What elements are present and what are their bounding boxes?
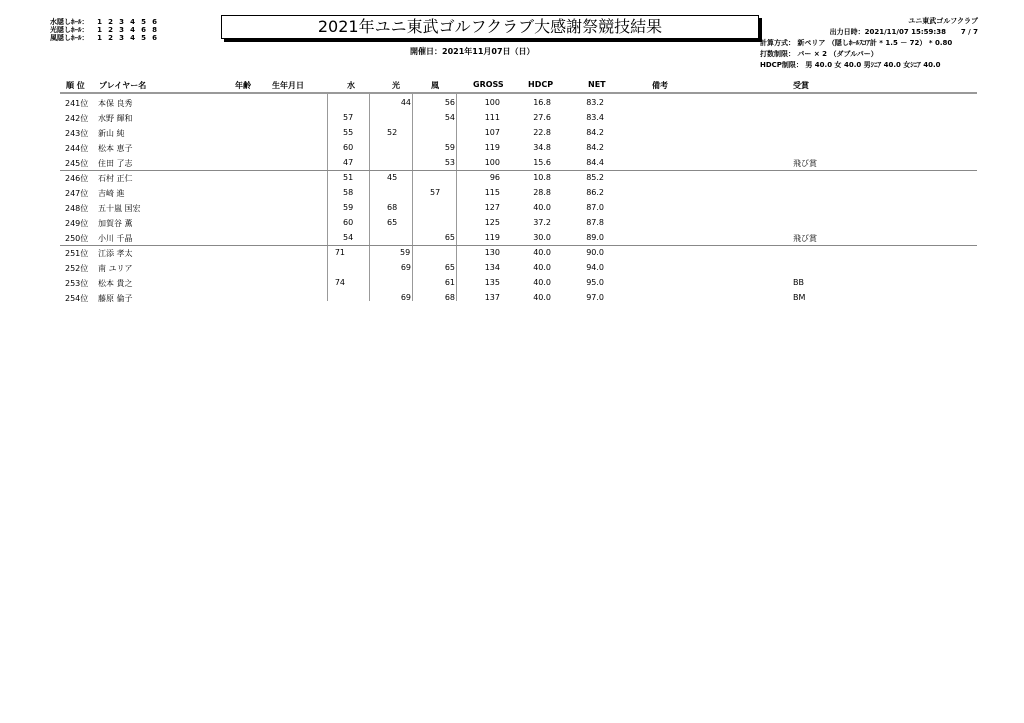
rank-cell: 242位 <box>65 114 89 123</box>
gross-cell: 119 <box>484 233 500 242</box>
hidden-holes-row-kaze <box>50 34 160 42</box>
hole-number: 5 <box>141 34 146 42</box>
table-row <box>60 291 977 306</box>
award-cell: BM <box>793 293 806 302</box>
gross-cell: 100 <box>484 98 500 107</box>
player-name-cell: 本保 良秀 <box>98 99 133 108</box>
hikari-score-cell: 59 <box>400 248 411 257</box>
award-cell: 飛び賞 <box>793 159 817 168</box>
rank-cell: 247位 <box>65 189 89 198</box>
hole-number: 6 <box>152 34 157 42</box>
col-birthdate-header: 生年月日 <box>272 81 304 90</box>
table-row <box>60 201 977 216</box>
hdcp-limit: HDCP制限： 男 40.0 女 40.0 男ｼﾆｱ 40.0 女ｼﾆｱ 40.0 <box>760 61 941 69</box>
gross-cell: 137 <box>484 293 500 302</box>
gross-cell: 107 <box>484 128 500 137</box>
header-divider <box>60 92 977 94</box>
net-cell: 89.0 <box>586 233 604 242</box>
gross-cell: 127 <box>484 203 500 212</box>
kaze-score-cell: 65 <box>444 233 455 242</box>
hdcp-cell: 10.8 <box>533 173 551 182</box>
col-player-header: プレイヤー名 <box>99 81 147 90</box>
mizu-score-cell: 60 <box>343 218 354 227</box>
hdcp-cell: 27.6 <box>533 113 551 122</box>
hdcp-cell: 28.8 <box>533 188 551 197</box>
net-cell: 83.4 <box>586 113 604 122</box>
calc-method: 計算方式： 新ペリア （隠しﾎｰﾙｽｺｱ計 * 1.5 － 72） * 0.80 <box>760 39 953 47</box>
gross-cell: 100 <box>484 158 500 167</box>
player-name-cell: 小川 千晶 <box>98 234 133 243</box>
hidden-holes-numbers <box>94 26 160 34</box>
hidden-holes-label: 光隠しﾎｰﾙ： <box>50 26 89 34</box>
mizu-score-cell: 55 <box>343 128 354 137</box>
page-indicator: 7 / 7 <box>960 28 978 36</box>
rank-cell: 246位 <box>65 174 89 183</box>
gross-cell: 130 <box>484 248 500 257</box>
net-cell: 94.0 <box>586 263 604 272</box>
mizu-score-cell: 57 <box>343 113 354 122</box>
player-name-cell: 南 ユリア <box>98 264 133 273</box>
player-name-cell: 松本 貴之 <box>98 279 133 288</box>
mizu-score-cell: 74 <box>334 278 345 287</box>
table-row <box>60 111 977 126</box>
table-row <box>60 96 977 111</box>
hikari-score-cell: 52 <box>387 128 398 137</box>
hdcp-cell: 16.8 <box>533 98 551 107</box>
hikari-score-cell: 68 <box>387 203 398 212</box>
hdcp-cell: 22.8 <box>533 128 551 137</box>
hidden-holes-row-mizu <box>50 18 160 26</box>
hole-number: 1 <box>97 26 102 34</box>
table-row <box>60 261 977 276</box>
rank-cell: 243位 <box>65 129 89 138</box>
col-age-header: 年齢 <box>235 81 251 90</box>
col-gross-header: GROSS <box>473 80 504 89</box>
hidden-holes-label: 水隠しﾎｰﾙ： <box>50 18 89 26</box>
hidden-holes-label: 風隠しﾎｰﾙ： <box>50 34 89 42</box>
mizu-score-cell: 54 <box>343 233 354 242</box>
gross-cell: 135 <box>484 278 500 287</box>
col-hdcp-header: HDCP <box>528 80 554 89</box>
net-cell: 97.0 <box>586 293 604 302</box>
table-row <box>60 276 977 291</box>
table-header <box>60 80 977 92</box>
rank-cell: 249位 <box>65 219 89 228</box>
hdcp-cell: 30.0 <box>533 233 551 242</box>
hole-number: 1 <box>97 18 102 26</box>
net-cell: 85.2 <box>586 173 604 182</box>
hole-number: 4 <box>130 18 135 26</box>
kaze-score-cell: 54 <box>444 113 455 122</box>
net-cell: 83.2 <box>586 98 604 107</box>
hdcp-cell: 40.0 <box>533 248 551 257</box>
stroke-limit: 打数制限： パー × 2 （ダブルパー） <box>760 50 878 58</box>
col-kaze-header: 風 <box>431 81 439 90</box>
kaze-score-cell: 53 <box>444 158 455 167</box>
rank-cell: 253位 <box>65 279 89 288</box>
table-row <box>60 141 977 156</box>
col-rank-header: 順 位 <box>66 81 85 90</box>
hdcp-cell: 40.0 <box>533 203 551 212</box>
player-name-cell: 石村 正仁 <box>98 174 133 183</box>
table-row <box>60 156 977 171</box>
output-datetime <box>830 27 978 37</box>
col-award-header: 受賞 <box>793 81 809 90</box>
hole-number: 2 <box>108 26 113 34</box>
gross-cell: 134 <box>484 263 500 272</box>
table-row <box>60 216 977 231</box>
player-name-cell: 江添 孝太 <box>98 249 133 258</box>
net-cell: 87.8 <box>586 218 604 227</box>
mizu-score-cell: 51 <box>343 173 354 182</box>
kaze-score-cell: 59 <box>444 143 455 152</box>
gross-cell: 111 <box>484 113 500 122</box>
net-cell: 84.2 <box>586 143 604 152</box>
rank-cell: 248位 <box>65 204 89 213</box>
award-cell: 飛び賞 <box>793 234 817 243</box>
rank-cell: 250位 <box>65 234 89 243</box>
table-row <box>60 126 977 141</box>
hikari-score-cell: 45 <box>387 173 398 182</box>
net-cell: 84.2 <box>586 128 604 137</box>
player-name-cell: 水野 輝和 <box>98 114 133 123</box>
hole-number: 3 <box>119 18 124 26</box>
table-row <box>60 186 977 201</box>
hidden-holes-numbers <box>94 18 160 26</box>
mizu-score-cell: 59 <box>343 203 354 212</box>
hole-number: 2 <box>108 34 113 42</box>
table-row <box>60 246 977 261</box>
mizu-score-cell: 60 <box>343 143 354 152</box>
rank-cell: 245位 <box>65 159 89 168</box>
event-date: 開催日：2021年11月07日（日） <box>410 47 535 56</box>
hole-number: 4 <box>130 26 135 34</box>
hole-number: 8 <box>152 26 157 34</box>
hikari-score-cell: 69 <box>400 293 411 302</box>
col-remarks-header: 備考 <box>652 81 668 90</box>
kaze-score-cell: 68 <box>444 293 455 302</box>
kaze-score-cell: 56 <box>444 98 455 107</box>
hikari-score-cell: 65 <box>387 218 398 227</box>
hole-number: 6 <box>141 26 146 34</box>
output-datetime-text: 出力日時：2021/11/07 15:59:38 <box>829 28 946 36</box>
hdcp-cell: 40.0 <box>533 263 551 272</box>
hole-number: 3 <box>119 34 124 42</box>
hole-number: 5 <box>141 18 146 26</box>
kaze-score-cell: 65 <box>444 263 455 272</box>
kaze-score-cell: 57 <box>430 188 441 197</box>
hole-number: 1 <box>97 34 102 42</box>
hole-number: 2 <box>108 18 113 26</box>
player-name-cell: 松本 恵子 <box>98 144 133 153</box>
gross-cell: 115 <box>484 188 500 197</box>
hikari-score-cell: 69 <box>400 263 411 272</box>
net-cell: 86.2 <box>586 188 604 197</box>
player-name-cell: 五十嵐 国宏 <box>98 204 141 213</box>
organizer-name: ユニ東武ゴルフクラブ <box>908 17 978 25</box>
col-mizu-header: 水 <box>347 81 355 90</box>
player-name-cell: 加賀谷 薫 <box>98 219 133 228</box>
hole-number: 3 <box>119 26 124 34</box>
net-cell: 95.0 <box>586 278 604 287</box>
player-name-cell: 藤原 倫子 <box>98 294 133 303</box>
hdcp-cell: 34.8 <box>533 143 551 152</box>
gross-cell: 119 <box>484 143 500 152</box>
rank-cell: 254位 <box>65 294 89 303</box>
hidden-holes-numbers <box>94 34 160 42</box>
hdcp-cell: 40.0 <box>533 293 551 302</box>
player-name-cell: 吉崎 進 <box>98 189 125 198</box>
col-net-header: NET <box>588 80 606 89</box>
table-row <box>60 231 977 246</box>
hdcp-cell: 15.6 <box>533 158 551 167</box>
col-hikari-header: 光 <box>392 81 400 90</box>
mizu-score-cell: 71 <box>334 248 345 257</box>
mizu-score-cell: 47 <box>343 158 354 167</box>
calc-info <box>760 38 952 71</box>
rank-cell: 252位 <box>65 264 89 273</box>
award-cell: BB <box>793 278 804 287</box>
player-name-cell: 新山 純 <box>98 129 125 138</box>
net-cell: 90.0 <box>586 248 604 257</box>
net-cell: 84.4 <box>586 158 604 167</box>
rank-cell: 244位 <box>65 144 89 153</box>
kaze-score-cell: 61 <box>444 278 455 287</box>
hole-number: 4 <box>130 34 135 42</box>
hidden-holes-row-hikari <box>50 26 160 34</box>
mizu-score-cell: 58 <box>343 188 354 197</box>
hikari-score-cell: 44 <box>400 98 411 107</box>
hidden-holes-block <box>50 18 160 42</box>
results-table-body <box>60 96 977 306</box>
gross-cell: 96 <box>489 173 500 182</box>
table-row <box>60 171 977 186</box>
rank-cell: 251位 <box>65 249 89 258</box>
rank-cell: 241位 <box>65 99 89 108</box>
hdcp-cell: 40.0 <box>533 278 551 287</box>
hdcp-cell: 37.2 <box>533 218 551 227</box>
hole-number: 6 <box>152 18 157 26</box>
player-name-cell: 住田 了志 <box>98 159 133 168</box>
gross-cell: 125 <box>484 218 500 227</box>
net-cell: 87.0 <box>586 203 604 212</box>
page-title: 2021年ユニ東武ゴルフクラブ大感謝祭競技結果 <box>221 15 759 39</box>
